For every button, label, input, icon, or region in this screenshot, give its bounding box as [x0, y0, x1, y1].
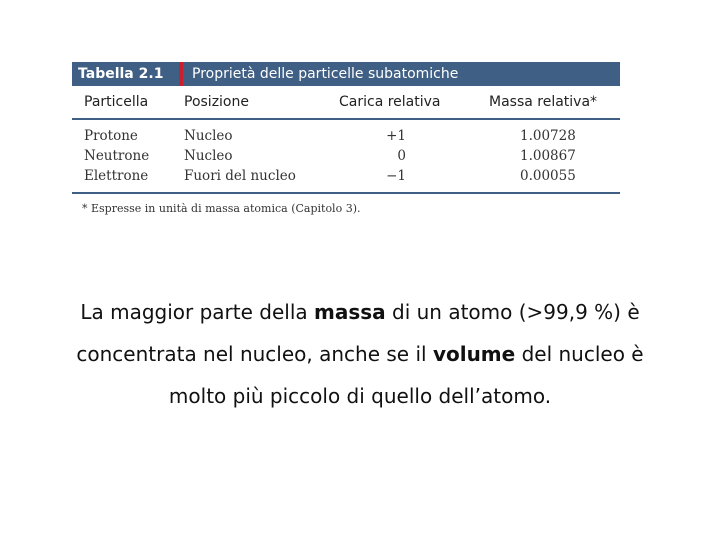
- cell-charge: +1: [386, 128, 406, 144]
- table-footnote: * Espresse in unità di massa atomica (Capitolo 3).: [82, 202, 361, 215]
- cell-charge: −1: [386, 168, 406, 184]
- column-header-carica: Carica relativa: [339, 94, 441, 110]
- table-body: [72, 120, 620, 192]
- cell-mass: 0.00055: [520, 168, 576, 184]
- table-row: [72, 168, 620, 188]
- cell-particle: Protone: [84, 128, 138, 144]
- paragraph-bold-volume: volume: [432, 342, 516, 366]
- cell-mass: 1.00728: [520, 128, 576, 144]
- cell-particle: Neutrone: [84, 148, 150, 164]
- cell-position: Nucleo: [184, 128, 233, 144]
- footer-rule: [72, 192, 620, 194]
- paragraph-text: di un atomo (>99,9 %) è concentrata nel nucleo, anche se il: [76, 300, 640, 366]
- cell-charge: 0: [397, 148, 406, 164]
- table-header-bar: [72, 62, 620, 86]
- table-label: Tabella 2.1: [78, 66, 164, 82]
- paragraph-text: La maggior parte della: [80, 300, 314, 324]
- cell-position: Nucleo: [184, 148, 233, 164]
- table-row: [72, 148, 620, 168]
- body-paragraph: [50, 291, 670, 417]
- table-title: Proprietà delle particelle subatomiche: [192, 66, 459, 82]
- column-header-particella: Particella: [84, 94, 149, 110]
- paragraph-text: del nucleo è molto più piccolo di quello dell’atomo.: [168, 342, 644, 408]
- column-header-posizione: Posizione: [184, 94, 249, 110]
- column-headers: [72, 86, 620, 118]
- paragraph-bold-massa: massa: [314, 300, 386, 324]
- cell-position: Fuori del nucleo: [184, 168, 296, 184]
- cell-mass: 1.00867: [520, 148, 576, 164]
- column-header-massa: Massa relativa*: [489, 94, 598, 110]
- table-row: [72, 128, 620, 148]
- table-figure: [72, 62, 620, 215]
- cell-particle: Elettrone: [84, 168, 149, 184]
